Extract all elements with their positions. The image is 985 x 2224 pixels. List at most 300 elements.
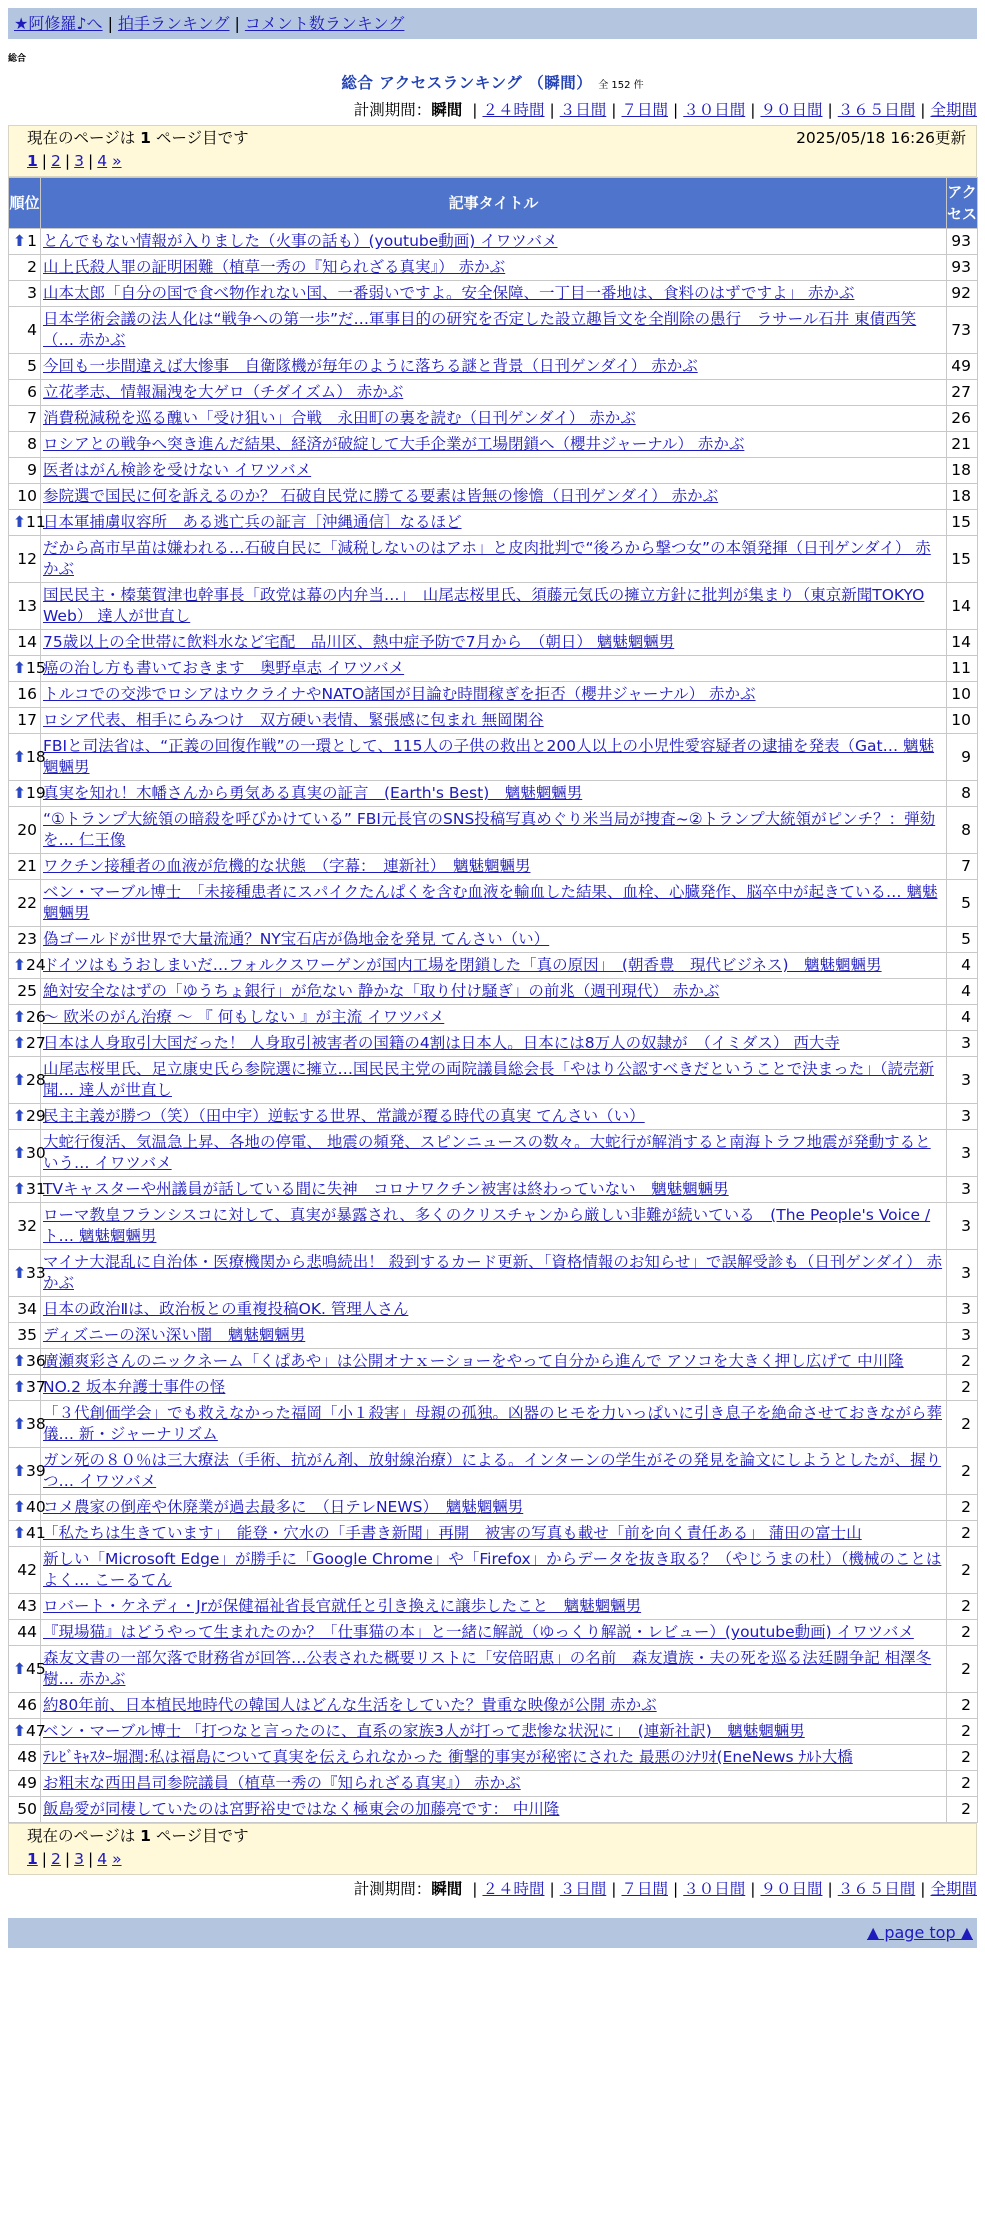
article-link[interactable]: 「私たちは生きています」 能登・穴水の「手書き新聞」再開 被害の写真も載せ「前を向く責任ある」 蒲田の富士山 — [43, 1524, 862, 1542]
title-cell — [41, 1646, 947, 1693]
period-link[interactable]: ７日間 — [621, 1880, 668, 1898]
title-cell — [41, 432, 947, 458]
article-link[interactable]: 「３代創価学会」でも救えなかった福岡「小１殺害」母親の孤独。凶器のヒモを力いっぱいに引き息子を絶命させておきながら葬儀… 新・ジャーナリズム — [43, 1404, 943, 1443]
rank-cell — [9, 1203, 41, 1250]
rank-cell — [9, 953, 46, 979]
article-link[interactable]: 新しい「Microsoft Edge」が勝手に「Google Chrome」や「Firefox」からデータを抜き取る？（やじうまの杜）（機械のことはよく… こーるてん — [43, 1550, 942, 1589]
rank-number: 45 — [26, 1659, 46, 1678]
page-link[interactable]: 4 — [97, 1850, 108, 1868]
article-link[interactable]: ローマ教皇フランシスコに対して、真実が暴露され、多くのクリスチャンから厳しい非難が続いている (The People's Voice / ト… 魑魅魍魎男 — [43, 1206, 931, 1245]
rank-number: 28 — [26, 1070, 46, 1089]
separator: | — [920, 1880, 926, 1898]
rank-cell — [9, 1057, 46, 1104]
table-row — [9, 656, 978, 682]
rank-cell — [9, 1130, 46, 1177]
footer-bar — [8, 1918, 977, 1948]
rank-number: 35 — [17, 1326, 37, 1344]
access-count: 2 — [947, 1594, 978, 1620]
access-count: 26 — [947, 406, 978, 432]
article-link[interactable]: 癌の治し方も書いておきます 奥野卓志 イワツバメ — [43, 659, 405, 677]
current-page-text: 現在のページは 1 ページ目です — [27, 1827, 249, 1845]
table-row — [9, 281, 978, 307]
up-arrow-icon: ⬆ — [13, 1352, 26, 1370]
clap-ranking-link[interactable]: 拍手ランキング — [117, 14, 230, 33]
title-cell — [41, 953, 947, 979]
table-row — [9, 432, 978, 458]
table-row — [9, 1401, 978, 1448]
access-count: 93 — [947, 255, 978, 281]
article-link[interactable]: NO.2 坂本弁護士事件の怪 — [43, 1378, 226, 1396]
period-link[interactable]: 全期間 — [930, 101, 977, 119]
article-link[interactable]: 立花孝志、情報漏洩を大ゲロ（チダイズム） 赤かぶ — [43, 383, 404, 401]
access-count: 4 — [947, 979, 978, 1005]
article-link[interactable]: 医者はがん検診を受けない イワツバメ — [43, 461, 312, 479]
article-link[interactable]: “①トランプ大統領の暗殺を呼びかけている” FBI元長官のSNS投稿写真めぐり米当局が捜査~②トランプ大統領がピンチ？：弾劾を… 仁王像 — [43, 810, 936, 849]
up-arrow-icon: ⬆ — [13, 1008, 26, 1026]
rank-cell — [9, 484, 41, 510]
rank-number: 40 — [26, 1498, 46, 1516]
table-row — [9, 1349, 978, 1375]
separator: | — [64, 152, 71, 170]
rank-number: 47 — [26, 1722, 46, 1740]
access-count: 93 — [947, 229, 978, 255]
separator: | — [611, 101, 617, 119]
rank-cell — [9, 255, 41, 281]
access-count: 3 — [947, 1130, 978, 1177]
rank-cell — [9, 307, 41, 354]
rank-cell — [9, 1250, 46, 1297]
rank-number: 3 — [27, 284, 37, 302]
rank-cell — [9, 979, 41, 1005]
separator: | — [611, 1880, 617, 1898]
period-link[interactable]: ３６５日間 — [837, 101, 916, 119]
access-count: 14 — [947, 583, 978, 630]
access-count: 8 — [947, 781, 978, 807]
table-row — [9, 781, 978, 807]
rank-cell — [9, 1693, 41, 1719]
access-count: 3 — [947, 1031, 978, 1057]
title-cell — [41, 708, 947, 734]
table-row — [9, 682, 978, 708]
article-link[interactable]: ディズニーの深い深い闇 魑魅魍魎男 — [43, 1326, 306, 1344]
rank-number: 32 — [17, 1216, 37, 1235]
comment-ranking-link[interactable]: コメント数ランキング — [244, 14, 405, 33]
home-link[interactable]: ★阿修羅♪へ — [14, 14, 103, 33]
rank-cell — [9, 354, 41, 380]
rank-cell — [9, 1771, 41, 1797]
rank-number: 38 — [26, 1414, 46, 1433]
title-cell — [41, 854, 947, 880]
table-row — [9, 1547, 978, 1594]
rank-cell — [9, 1547, 41, 1594]
title-cell — [41, 1250, 947, 1297]
page-link[interactable]: 2 — [51, 1850, 61, 1868]
table-row — [9, 406, 978, 432]
title-cell — [41, 307, 947, 354]
pager-bottom — [8, 1823, 977, 1875]
next-page-link[interactable]: » — [112, 1850, 122, 1868]
separator: | — [472, 1880, 478, 1898]
rank-cell — [9, 536, 41, 583]
article-link[interactable]: 真実を知れ！木幡さんから勇気ある真実の証言 (Earth's Best) 魑魅魍魎男 — [43, 784, 583, 802]
access-count: 3 — [947, 1203, 978, 1250]
article-link[interactable]: 国民民主・榛葉賀津也幹事長「政党は幕の内弁当…」 山尾志桜里氏、須藤元気氏の擁立方針に批判が集まり（東京新聞TOKYO Web） 達人が世直し — [43, 586, 925, 625]
title-cell — [41, 1031, 947, 1057]
title-cell — [41, 1323, 947, 1349]
period-link[interactable]: ３６５日間 — [837, 1880, 916, 1898]
rank-number: 1 — [27, 232, 37, 250]
rank-number: 33 — [26, 1263, 46, 1282]
rank-number: 50 — [17, 1800, 37, 1818]
article-link[interactable]: 日本は人身取引大国だった！ 人身取引被害者の国籍の4割は日本人。日本には8万人の奴隷が （イミダス） 西大寺 — [43, 1034, 840, 1052]
rank-cell — [9, 1401, 46, 1448]
table-row — [9, 1057, 978, 1104]
up-arrow-icon: ⬆ — [13, 513, 26, 531]
article-link[interactable]: 廣瀬爽彩さんのニックネーム「くぱあや」は公開オナｘーショーをやって自分から進んで アソコを大きく押し広げて 中川隆 — [43, 1352, 904, 1370]
article-link[interactable]: 参院選で国民に何を訴えるのか？ 石破自民党に勝てる要素は皆無の惨憺（日刊ゲンダイ） 赤かぶ — [43, 487, 719, 505]
article-link[interactable]: 山尾志桜里氏、足立康史氏ら参院選に擁立…国民民主党の両院議員総会長「やはり公認すべきだということで決まった」（読売新聞… 達人が世直し — [43, 1060, 934, 1099]
page-link-current[interactable]: 1 — [27, 152, 38, 170]
title-cell — [41, 281, 947, 307]
title-cell — [41, 380, 947, 406]
rank-cell — [9, 229, 41, 255]
period-links — [467, 101, 977, 119]
access-count: 14 — [947, 630, 978, 656]
table-row — [9, 1375, 978, 1401]
table-row — [9, 1177, 978, 1203]
rank-number: 6 — [27, 383, 37, 401]
title-cell — [41, 1771, 947, 1797]
rank-number: 36 — [26, 1352, 46, 1370]
table-row — [9, 484, 978, 510]
article-link[interactable]: 大蛇行復活、気温急上昇、各地の停電、 地震の頻発、スピンニュースの数々。大蛇行が解消すると南海トラフ地震が発動するという… イワツバメ — [43, 1133, 931, 1172]
access-count: 5 — [947, 880, 978, 927]
rank-number: 25 — [17, 982, 37, 1000]
title-cell — [41, 1495, 947, 1521]
article-link[interactable]: 日本の政治Ⅱは、政治板との重複投稿OK. 管理人さん — [43, 1300, 409, 1318]
rank-number: 46 — [17, 1696, 37, 1714]
access-count: 3 — [947, 1104, 978, 1130]
article-link[interactable]: お粗末な西田昌司参院議員（植草一秀の『知られざる真実』） 赤かぶ — [43, 1774, 521, 1792]
access-count: 2 — [947, 1693, 978, 1719]
rank-number: 26 — [26, 1008, 46, 1026]
up-arrow-icon: ⬆ — [13, 1524, 26, 1542]
access-count: 5 — [947, 927, 978, 953]
rank-number: 2 — [27, 258, 37, 276]
separator: | — [88, 1850, 94, 1868]
rank-cell — [9, 734, 46, 781]
up-arrow-icon: ⬆ — [13, 956, 26, 974]
up-arrow-icon: ⬆ — [13, 1070, 26, 1089]
up-arrow-icon: ⬆ — [13, 1722, 26, 1740]
rank-number: 20 — [17, 820, 37, 839]
rank-number: 16 — [17, 685, 37, 703]
period-link[interactable]: ３０日間 — [683, 101, 746, 119]
up-arrow-icon: ⬆ — [13, 1180, 26, 1198]
ranking-table — [8, 177, 978, 1823]
title-cell — [41, 484, 947, 510]
title-cell — [41, 927, 947, 953]
access-count: 2 — [947, 1646, 978, 1693]
rank-cell — [9, 1031, 46, 1057]
rank-number: 37 — [26, 1378, 46, 1396]
rank-cell — [9, 1104, 46, 1130]
article-link[interactable]: ベン・マーブル博士 「未接種患者にスパイクたんぱくを含む血液を輸血した結果、血栓、心臓発作、脳卒中が起きている… 魑魅魍魎男 — [43, 883, 938, 922]
ranking-rows — [9, 229, 978, 1823]
rank-number: 11 — [26, 513, 46, 531]
title-cell — [41, 1547, 947, 1594]
title-cell — [41, 1521, 947, 1547]
separator: | — [750, 1880, 756, 1898]
period-selector-top — [0, 100, 977, 121]
article-link[interactable]: 約80年前、日本植民地時代の韓国人はどんな生活をしていた？貴重な映像が公開 赤かぶ — [43, 1696, 657, 1714]
table-row — [9, 734, 978, 781]
rank-number: 39 — [26, 1461, 46, 1480]
up-arrow-icon: ⬆ — [13, 1107, 26, 1125]
title-cell — [41, 1057, 947, 1104]
rank-cell — [9, 807, 41, 854]
separator: | — [673, 1880, 679, 1898]
rank-number: 43 — [17, 1597, 37, 1615]
rank-number: 30 — [26, 1143, 46, 1162]
title-cell — [41, 1349, 947, 1375]
article-link[interactable]: 絶対安全なはずの「ゆうちょ銀行」が危ない 静かな「取り付け騒ぎ」の前兆（週刊現代） 赤かぶ — [43, 982, 720, 1000]
access-count: 2 — [947, 1797, 978, 1823]
up-arrow-icon: ⬆ — [13, 1034, 26, 1052]
access-count: 2 — [947, 1401, 978, 1448]
period-link[interactable]: ２４時間 — [482, 1880, 545, 1898]
rank-cell — [9, 1297, 41, 1323]
rank-cell — [9, 1594, 41, 1620]
separator: | — [472, 101, 478, 119]
article-link[interactable]: 山本太郎「自分の国で食べ物作れない国、一番弱いですよ。安全保障、一丁目一番地は、食料のはずですよ」 赤かぶ — [43, 284, 855, 302]
up-arrow-icon: ⬆ — [13, 784, 26, 802]
period-link[interactable]: ３日間 — [559, 1880, 607, 1898]
period-link[interactable]: ９０日間 — [760, 101, 823, 119]
period-link[interactable]: ３日間 — [559, 101, 607, 119]
table-row — [9, 307, 978, 354]
table-row — [9, 1495, 978, 1521]
separator: | — [673, 101, 679, 119]
rank-cell — [9, 432, 41, 458]
page-link-current[interactable]: 1 — [27, 1850, 38, 1868]
title-cell — [41, 734, 947, 781]
separator: | — [827, 1880, 833, 1898]
access-count: 2 — [947, 1495, 978, 1521]
rank-cell — [9, 1495, 46, 1521]
article-link[interactable]: マイナ大混乱に自治体・医療機関から悲鳴続出！ 殺到するカード更新、「資格情報のお知らせ」で誤解受診も（日刊ゲンダイ） 赤かぶ — [43, 1253, 943, 1292]
access-count: 27 — [947, 380, 978, 406]
article-link[interactable]: コメ農家の倒産や休廃業が過去最多に （日テレNEWS） 魑魅魍魎男 — [43, 1498, 524, 1516]
article-link[interactable]: だから高市早苗は嫌われる…石破自民に「減税しないのはアホ」と皮肉批判で“後ろから撃つ女”の本領発揮（日刊ゲンダイ） 赤かぶ — [43, 539, 931, 578]
period-link[interactable]: ３０日間 — [683, 1880, 746, 1898]
article-link[interactable]: 偽ゴールドが世界で大量流通？NY宝石店が偽地金を発見 てんさい（い） — [43, 930, 550, 948]
page-links — [27, 1847, 966, 1871]
separator: | — [750, 101, 756, 119]
article-link[interactable]: 『現場猫』はどうやって生まれたのか？「仕事猫の本」と一緒に解説（ゆっくり解説・レビュー）(youtube動画) イワツバメ — [43, 1623, 914, 1641]
rank-number: 19 — [26, 784, 46, 802]
rank-number: 27 — [26, 1034, 46, 1052]
article-link[interactable]: FBIと司法省は、“正義の回復作戦”の一環として、115人の子供の救出と200人以上の小児性愛容疑者の逮捕を発表（Gat… 魑魅魍魎男 — [43, 737, 935, 776]
title-cell — [41, 656, 947, 682]
article-link[interactable]: ワクチン接種者の血液が危機的な状態 （字幕： 連新社） 魑魅魍魎男 — [43, 857, 531, 875]
table-row — [9, 583, 978, 630]
title-cell — [41, 1203, 947, 1250]
rank-cell — [9, 656, 46, 682]
rank-cell — [9, 406, 41, 432]
rank-number: 24 — [26, 956, 46, 974]
article-link[interactable]: ロシア代表、相手にらみつけ 双方硬い表情、緊張感に包まれ 無岡閑谷 — [43, 711, 544, 729]
access-count: 2 — [947, 1745, 978, 1771]
table-row — [9, 979, 978, 1005]
access-count: 10 — [947, 708, 978, 734]
table-row — [9, 630, 978, 656]
page-top-link[interactable]: ▲ page top ▲ — [866, 1923, 973, 1942]
access-count: 9 — [947, 734, 978, 781]
rank-cell — [9, 1375, 46, 1401]
rank-cell — [9, 630, 41, 656]
access-count: 15 — [947, 510, 978, 536]
access-count: 2 — [947, 1547, 978, 1594]
title-cell — [41, 510, 947, 536]
up-arrow-icon: ⬆ — [13, 1263, 26, 1282]
article-link[interactable]: とんでもない情報が入りました（火事の話も）(youtube動画) イワツバメ — [43, 232, 558, 250]
title-cell — [41, 354, 947, 380]
rank-cell — [9, 583, 41, 630]
title-cell — [41, 1005, 947, 1031]
article-link[interactable]: ドイツはもうおしまいだ…フォルクスワーゲンが国内工場を閉鎖した「真の原因」 (朝香豊 現代ビジネス) 魑魅魍魎男 — [43, 956, 882, 974]
title-cell — [41, 1130, 947, 1177]
article-link[interactable]: 75歳以上の全世帯に飲料水など宅配 品川区、熱中症予防で7月から （朝日） 魑魅魍魎男 — [43, 633, 675, 651]
separator: | — [549, 1880, 555, 1898]
rank-cell — [9, 1646, 46, 1693]
title-cell — [41, 1104, 947, 1130]
table-row — [9, 458, 978, 484]
article-link[interactable]: TVキャスターや州議員が話している間に失神 コロナワクチン被害は終わっていない 魑魅魍魎男 — [43, 1180, 729, 1198]
article-link[interactable]: 日本軍捕虜収容所 ある逃亡兵の証言［沖縄通信］なるほど — [43, 513, 462, 531]
page-link[interactable]: 2 — [51, 152, 61, 170]
rank-number: 4 — [27, 320, 37, 339]
rank-number: 10 — [17, 487, 37, 505]
rank-cell — [9, 1448, 46, 1495]
table-row — [9, 1031, 978, 1057]
rank-number: 14 — [17, 633, 37, 651]
period-label: 計測期間： — [353, 1880, 432, 1898]
period-selector-bottom — [0, 1879, 977, 1900]
table-row — [9, 880, 978, 927]
page-link[interactable]: 3 — [74, 152, 85, 170]
article-link[interactable]: ﾃﾚﾋﾞｷｬｽﾀｰ堀潤:私は福島について真実を伝えられなかった 衝撃的事実が秘密にされた 最悪のｼﾅﾘｵ(EneNews ﾅﾙﾄ大橋 — [43, 1748, 853, 1766]
title-cell — [41, 1297, 947, 1323]
article-link[interactable]: 民主主義が勝つ（笑）（田中宇）逆転する世界、常識が覆る時代の真実 てんさい（い） — [43, 1107, 645, 1125]
rank-number: 5 — [27, 357, 37, 375]
next-page-link[interactable]: » — [112, 152, 122, 170]
rank-cell — [9, 682, 41, 708]
table-row — [9, 1005, 978, 1031]
article-link[interactable]: トルコでの交渉でロシアはウクライナやNATO諸国が目論む時間稼ぎを拒否（櫻井ジャーナル） 赤かぶ — [43, 685, 756, 703]
rank-number: 18 — [26, 747, 46, 766]
article-link[interactable]: 日本学術会議の法人化は“戦争への第一歩”だ…軍事目的の研究を否定した設立趣旨文を全削除の愚行 ラサール石井 東債西笑（… 赤かぶ — [43, 310, 917, 349]
article-link[interactable]: ロバート・ケネディ・Jrが保健福祉省長官就任と引き換えに譲歩したこと 魑魅魍魎男 — [43, 1597, 642, 1615]
separator: | — [107, 14, 113, 33]
rank-number: 22 — [17, 893, 37, 912]
access-count: 4 — [947, 1005, 978, 1031]
table-row — [9, 1646, 978, 1693]
rank-cell — [9, 708, 41, 734]
article-link[interactable]: ガン死の８０％は三大療法（手術、抗がん剤、放射線治療）による。インターンの学生がその発見を論文にしようとしたが、握りつ… イワツバメ — [43, 1451, 942, 1490]
article-link[interactable]: ～ 欧米のがん治療 ～ 『 何もしない 』が主流 イワツバメ — [43, 1008, 445, 1026]
separator: | — [41, 152, 48, 170]
article-link[interactable]: ベン・マーブル博士 「打つなと言ったのに、直系の家族3人が打って悲惨な状況に」 (連新社訳) 魑魅魍魎男 — [43, 1722, 805, 1740]
up-arrow-icon: ⬆ — [13, 232, 26, 250]
article-link[interactable]: 消費税減税を巡る醜い「受け狙い」合戦 永田町の裏を読む（日刊ゲンダイ） 赤かぶ — [43, 409, 636, 427]
title-cell — [41, 807, 947, 854]
title-cell — [41, 682, 947, 708]
article-link[interactable]: ロシアとの戦争へ突き進んだ結果、経済が破綻して大手企業が工場閉鎖へ（櫻井ジャーナル） 赤かぶ — [43, 435, 745, 453]
separator: | — [88, 152, 94, 170]
title-cell — [41, 1620, 947, 1646]
rank-number: 49 — [17, 1774, 37, 1792]
rank-number: 15 — [26, 659, 46, 677]
table-row — [9, 1745, 978, 1771]
up-arrow-icon: ⬆ — [13, 659, 26, 677]
access-count: 21 — [947, 432, 978, 458]
table-row — [9, 1797, 978, 1823]
rank-number: 13 — [17, 596, 37, 615]
title-cell — [41, 1797, 947, 1823]
table-row — [9, 1693, 978, 1719]
access-count: 3 — [947, 1250, 978, 1297]
access-count: 2 — [947, 1448, 978, 1495]
updated-timestamp: 2025/05/18 16:26更新 — [796, 129, 966, 147]
rank-cell — [9, 380, 41, 406]
period-link[interactable]: ９０日間 — [760, 1880, 823, 1898]
table-row — [9, 536, 978, 583]
rank-cell — [9, 458, 41, 484]
period-link[interactable]: 全期間 — [930, 1880, 977, 1898]
category-label: 総合 — [8, 54, 27, 64]
title-cell — [41, 1594, 947, 1620]
rank-cell — [9, 1521, 46, 1547]
rank-number: 34 — [17, 1300, 37, 1318]
article-link[interactable]: 飯島愛が同棲していたのは宮野裕史ではなく極東会の加藤亮です： 中川隆 — [43, 1800, 560, 1818]
up-arrow-icon: ⬆ — [13, 1143, 26, 1162]
access-count: 73 — [947, 307, 978, 354]
article-link[interactable]: 山上氏殺人罪の証明困難（植草一秀の『知られざる真実』） 赤かぶ — [43, 258, 506, 276]
article-link[interactable]: 森友文書の一部欠落で財務省が回答…公表された概要リストに「安倍昭恵」の名前 森友遺族・夫の死を巡る法廷闘争記 相澤冬樹… 赤かぶ — [43, 1649, 932, 1688]
rank-cell — [9, 781, 46, 807]
article-link[interactable]: 今回も一歩間違えば大惨事 自衛隊機が毎年のように落ちる謎と背景（日刊ゲンダイ） 赤かぶ — [43, 357, 698, 375]
period-link[interactable]: ７日間 — [621, 101, 668, 119]
access-count: 2 — [947, 1620, 978, 1646]
rank-number: 31 — [26, 1180, 46, 1198]
access-count: 2 — [947, 1719, 978, 1745]
page-link[interactable]: 4 — [97, 152, 108, 170]
access-count: 2 — [947, 1349, 978, 1375]
period-links — [467, 1880, 977, 1898]
title-cell — [41, 1448, 947, 1495]
title-cell — [41, 536, 947, 583]
title-cell — [41, 229, 947, 255]
title-cell — [41, 880, 947, 927]
table-row — [9, 854, 978, 880]
period-link[interactable]: ２４時間 — [482, 101, 545, 119]
page-link[interactable]: 3 — [74, 1850, 85, 1868]
period-label: 計測期間： — [353, 101, 432, 119]
table-row — [9, 1620, 978, 1646]
table-row — [9, 708, 978, 734]
title-cell — [41, 1375, 947, 1401]
